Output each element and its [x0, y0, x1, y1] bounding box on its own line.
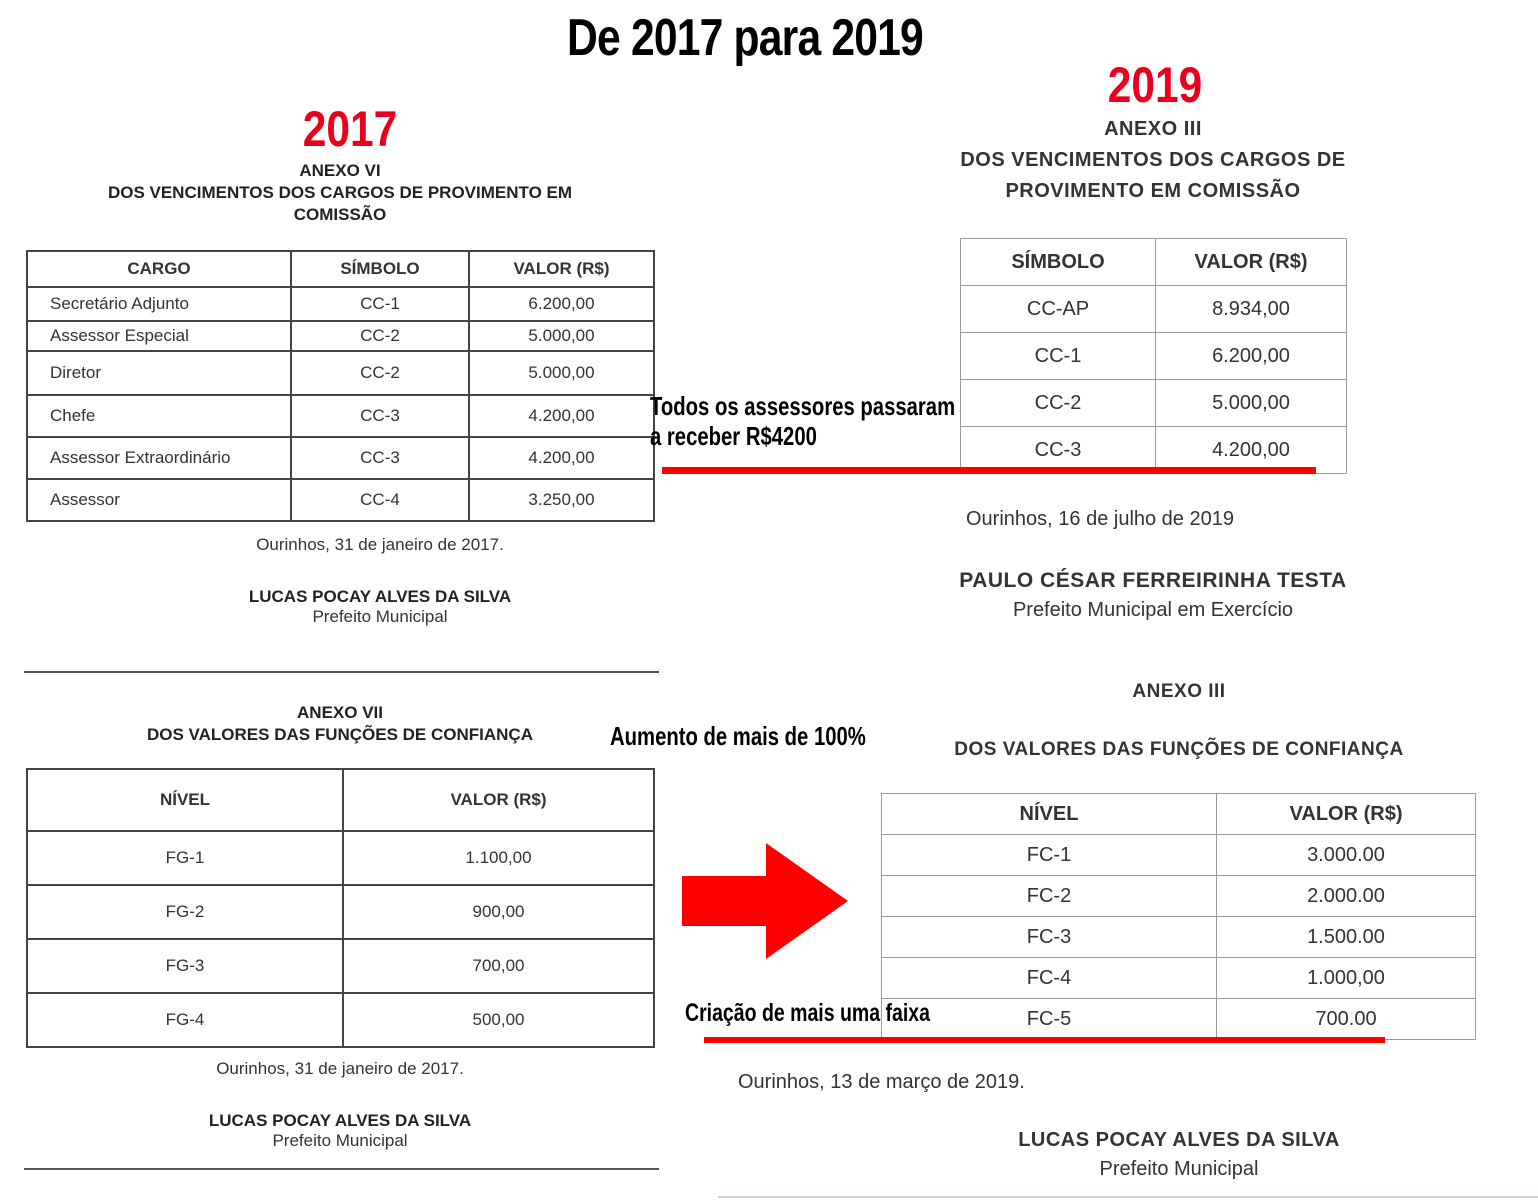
cell-nivel: FC-1 [882, 835, 1217, 876]
cell-nivel: FC-5 [882, 999, 1217, 1040]
red-underline [662, 467, 1316, 474]
cell-simbolo: CC-3 [291, 395, 469, 437]
annex3a-subtitle-line2: PROVIMENTO EM COMISSÃO [1005, 180, 1301, 202]
cell-valor: 4.200,00 [469, 395, 654, 437]
cell-valor: 5.000,00 [469, 351, 654, 395]
page-title: De 2017 para 2019 [567, 9, 923, 67]
cell-nivel: FC-3 [882, 917, 1217, 958]
cell-nivel: FG-1 [27, 831, 343, 885]
cell-cargo: Assessor Extraordinário [27, 437, 291, 479]
annex6-subtitle-line2: COMISSÃO [293, 205, 387, 224]
divider [24, 1168, 659, 1170]
annex3a-title: ANEXO III [1104, 118, 1202, 140]
cell-valor: 5.000,00 [1156, 380, 1347, 427]
signer-role: Prefeito Municipal em Exercício [1012, 599, 1294, 621]
cell-cargo: Assessor [27, 479, 291, 521]
note-criacao: Criação de mais uma faixa [685, 999, 930, 1027]
annex3b-signature [926, 1129, 1432, 1181]
signer-name: LUCAS POCAY ALVES DA SILVA [208, 1111, 472, 1130]
signer-name: LUCAS POCAY ALVES DA SILVA [248, 587, 512, 606]
annex3a-signature [900, 569, 1406, 622]
cell-valor: 1.100,00 [343, 831, 654, 885]
red-underline [704, 1037, 1385, 1043]
column-header-valor: VALOR (R$) [343, 769, 654, 831]
table-row [961, 286, 1347, 333]
table-row [961, 333, 1347, 380]
cell-nivel: FG-4 [27, 993, 343, 1047]
cell-simbolo: CC-AP [961, 286, 1156, 333]
note-aumento: Aumento de mais de 100% [610, 721, 866, 751]
year-2019-label: 2019 [1107, 57, 1203, 113]
table-row [882, 958, 1476, 999]
cell-simbolo: CC-1 [961, 333, 1156, 380]
signer-role: Prefeito Municipal [272, 1131, 408, 1150]
note-line: Todos os assessores passaram [650, 391, 956, 421]
annex6-heading [40, 160, 640, 226]
column-header-valor: VALOR (R$) [1217, 794, 1476, 835]
annex6-subtitle-line1: DOS VENCIMENTOS DOS CARGOS DE PROVIMENTO EM [107, 183, 573, 202]
table-row [961, 380, 1347, 427]
annex6-date: Ourinhos, 31 de janeiro de 2017. [256, 535, 504, 554]
column-header-valor: VALOR (R$) [1156, 239, 1347, 286]
note-assessores [650, 391, 955, 451]
cell-valor: 3.250,00 [469, 479, 654, 521]
annex7-table [26, 768, 655, 1048]
table-row [27, 437, 654, 479]
table-row [27, 479, 654, 521]
red-arrow-icon [680, 840, 852, 962]
annex3b-subtitle: DOS VALORES DAS FUNÇÕES DE CONFIANÇA [954, 739, 1404, 760]
column-header-nivel: NÍVEL [27, 769, 343, 831]
cell-nivel: FG-3 [27, 939, 343, 993]
table-row [27, 939, 654, 993]
divider [24, 671, 659, 673]
table-row [882, 917, 1476, 958]
cell-valor: 4.200,00 [1156, 427, 1347, 474]
column-header-valor: VALOR (R$) [469, 251, 654, 287]
cell-cargo: Assessor Especial [27, 321, 291, 351]
cell-valor: 3.000.00 [1217, 835, 1476, 876]
cell-valor: 8.934,00 [1156, 286, 1347, 333]
column-header-cargo: CARGO [27, 251, 291, 287]
column-header-nivel: NÍVEL [882, 794, 1217, 835]
year-2017-label: 2017 [302, 101, 398, 157]
annex6-table [26, 250, 655, 522]
cell-cargo: Chefe [27, 395, 291, 437]
annex7-date: Ourinhos, 31 de janeiro de 2017. [216, 1059, 464, 1078]
annex6-signature [180, 587, 580, 627]
note-line: a receber R$4200 [650, 421, 817, 451]
annex6-title: ANEXO VI [299, 161, 381, 180]
cell-valor: 1.500.00 [1217, 917, 1476, 958]
table-row [27, 351, 654, 395]
cell-simbolo: CC-1 [291, 287, 469, 321]
cell-valor: 500,00 [343, 993, 654, 1047]
cell-valor: 900,00 [343, 885, 654, 939]
table-row [27, 885, 654, 939]
cell-valor: 6.200,00 [469, 287, 654, 321]
cell-simbolo: CC-4 [291, 479, 469, 521]
annex7-heading [40, 702, 640, 746]
annex3b-table [881, 793, 1476, 1040]
signer-role: Prefeito Municipal [1099, 1158, 1259, 1180]
cell-nivel: FG-2 [27, 885, 343, 939]
cell-simbolo: CC-3 [291, 437, 469, 479]
cell-simbolo: CC-2 [291, 321, 469, 351]
cell-valor: 700,00 [343, 939, 654, 993]
table-row [27, 395, 654, 437]
annex3a-subtitle-line1: DOS VENCIMENTOS DOS CARGOS DE [960, 149, 1346, 171]
table-row [27, 831, 654, 885]
signer-role: Prefeito Municipal [312, 607, 448, 626]
table-row [882, 999, 1476, 1040]
column-header-simbolo: SÍMBOLO [291, 251, 469, 287]
cell-valor: 6.200,00 [1156, 333, 1347, 380]
cell-cargo: Secretário Adjunto [27, 287, 291, 321]
cell-valor: 700.00 [1217, 999, 1476, 1040]
signer-name: PAULO CÉSAR FERREIRINHA TESTA [959, 569, 1347, 592]
annex7-subtitle: DOS VALORES DAS FUNÇÕES DE CONFIANÇA [147, 725, 533, 744]
cell-valor: 5.000,00 [469, 321, 654, 351]
table-row [27, 321, 654, 351]
cell-valor: 4.200,00 [469, 437, 654, 479]
annex3a-date: Ourinhos, 16 de julho de 2019 [966, 508, 1234, 530]
cell-cargo: Diretor [27, 351, 291, 395]
cell-simbolo: CC-2 [291, 351, 469, 395]
signer-name: LUCAS POCAY ALVES DA SILVA [1018, 1129, 1340, 1151]
annex3a-heading [900, 114, 1406, 207]
table-row [27, 993, 654, 1047]
annex7-title: ANEXO VII [297, 703, 383, 722]
annex7-signature [140, 1111, 540, 1151]
column-header-simbolo: SÍMBOLO [961, 239, 1156, 286]
table-row [882, 835, 1476, 876]
table-row [882, 876, 1476, 917]
cell-simbolo: CC-2 [961, 380, 1156, 427]
cell-simbolo: CC-3 [961, 427, 1156, 474]
cell-nivel: FC-2 [882, 876, 1217, 917]
annex3b-title: ANEXO III [1132, 681, 1226, 702]
cell-nivel: FC-4 [882, 958, 1217, 999]
annex3b-date: Ourinhos, 13 de março de 2019. [738, 1071, 1025, 1093]
annex3a-table [960, 238, 1347, 474]
cell-valor: 1.000,00 [1217, 958, 1476, 999]
divider [718, 1196, 1538, 1198]
table-row [27, 287, 654, 321]
cell-valor: 2.000.00 [1217, 876, 1476, 917]
